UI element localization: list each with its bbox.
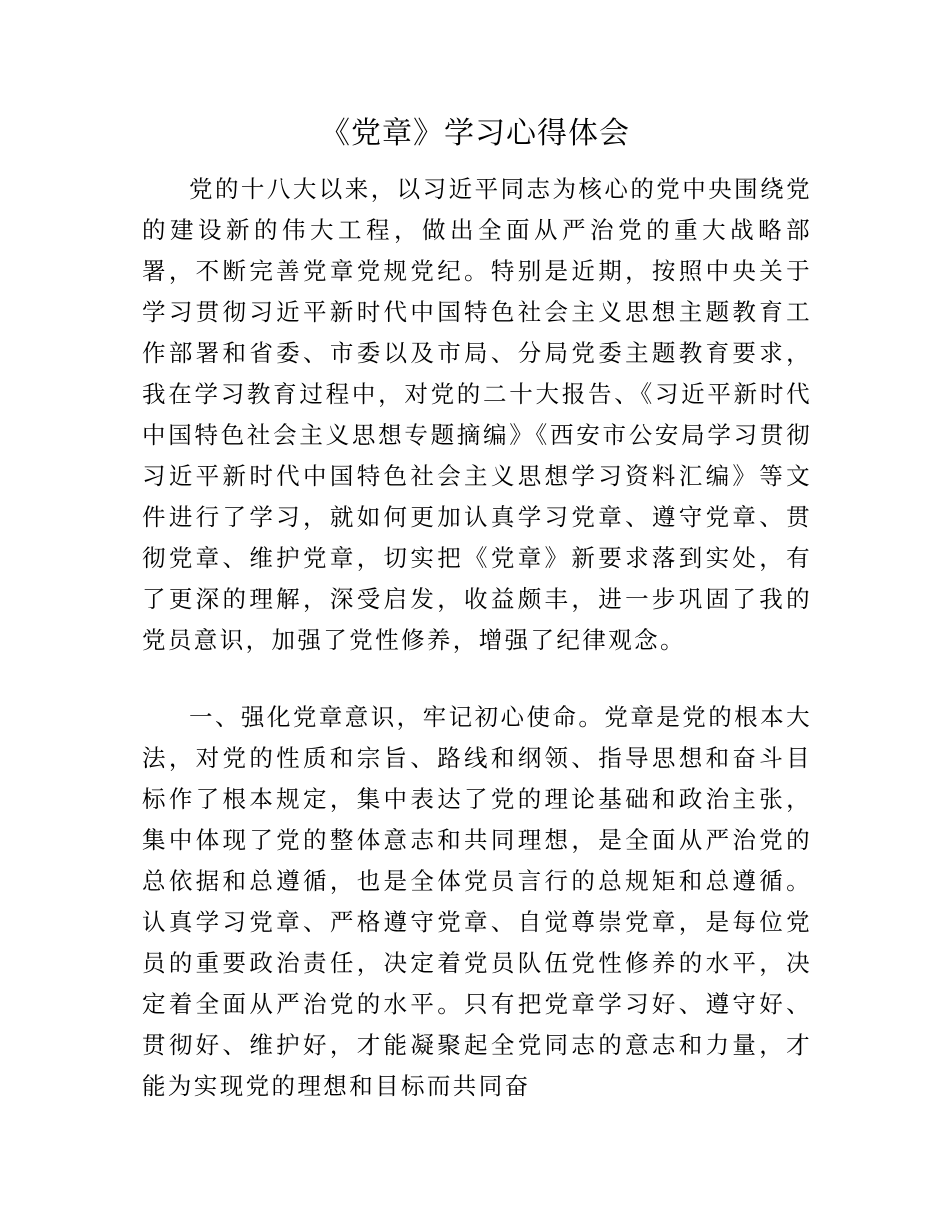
body-paragraph-intro: 党的十八大以来，以习近平同志为核心的党中央围绕党的建设新的伟大工程，做出全面从严治党的重大战略部署，不断完善党章党规党纪。特别是近期，按照中央关于学习贯彻习近平新时代中国特色社会主义思想主题教育工作部署和省委、市委以及市局、分局党委主题教育要求，我在学习教育过程中，对党的二十大报告、《习近平新时代中国特色社会主义思想专题摘编》《西安市公安局学习贯彻习近平新时代中国特色社会主义思想学习资料汇编》等文件进行了学习，就如何更加认真学习党章、遵守党章、贯彻党章、维护党章，切实把《党章》新要求落到实处，有了更深的理解，深受启发，收益颇丰，进一步巩固了我的党员意识，加强了党性修养，增强了纪律观念。: [142, 175, 812, 654]
body-paragraph-section-1: 一、强化党章意识，牢记初心使命。党章是党的根本大法，对党的性质和宗旨、路线和纲领、指导思想和奋斗目标作了根本规定，集中表达了党的理论基础和政治主张，集中体现了党的整体意志和共同理想，是全面从严治党的总依据和总遵循，也是全体党员言行的总规矩和总遵循。认真学习党章、严格遵守党章、自觉尊崇党章，是每位党员的重要政治责任，决定着党员队伍党性修养的水平，决定着全面从严治党的水平。只有把党章学习好、遵守好、贯彻好、维护好，才能凝聚起全党同志的意志和力量，才能为实现党的理想和目标而共同奋: [142, 703, 812, 1100]
document-title: 《党章》学习心得体会: [320, 116, 630, 151]
paragraph-container-2: [142, 697, 812, 1107]
paragraph-container-1: [142, 169, 812, 661]
